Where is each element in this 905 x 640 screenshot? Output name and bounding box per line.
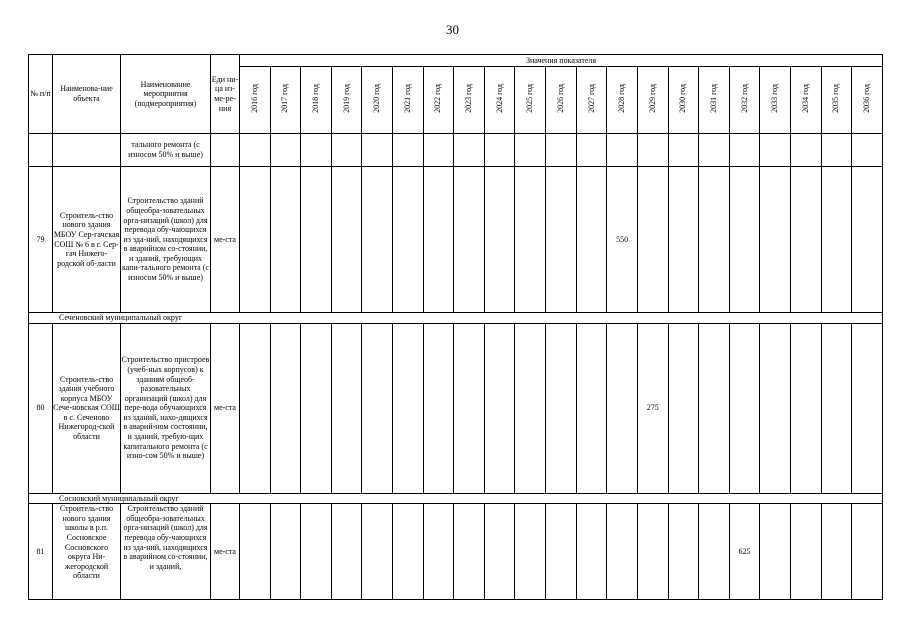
header-year-label: 2022 год bbox=[433, 84, 443, 114]
header-year bbox=[760, 67, 791, 134]
row-unit: ме-ста bbox=[211, 323, 240, 493]
value-cell bbox=[546, 167, 577, 313]
value-cell bbox=[668, 134, 699, 167]
value-cell bbox=[301, 134, 332, 167]
header-year-label: 2033 год bbox=[770, 84, 780, 114]
value-cell bbox=[484, 504, 515, 600]
value-cell bbox=[301, 323, 332, 493]
value-cell: 625 bbox=[729, 504, 760, 600]
value-cell bbox=[760, 167, 791, 313]
header-year-label: 2030 год bbox=[678, 84, 688, 114]
section-row bbox=[29, 313, 883, 324]
header-year bbox=[790, 67, 821, 134]
table-row bbox=[29, 167, 883, 313]
row-num: 79 bbox=[29, 167, 53, 313]
header-year bbox=[821, 67, 852, 134]
header-year-label: 2035 год bbox=[831, 84, 841, 114]
value-cell bbox=[729, 323, 760, 493]
header-year bbox=[240, 67, 271, 134]
value-cell bbox=[760, 134, 791, 167]
value-cell bbox=[546, 323, 577, 493]
header-year-label: 2016 год bbox=[249, 84, 259, 114]
value-cell bbox=[821, 134, 852, 167]
value-cell bbox=[423, 134, 454, 167]
value-cell: 275 bbox=[637, 323, 668, 493]
value-cell bbox=[270, 323, 301, 493]
value-cell bbox=[607, 323, 638, 493]
header-year bbox=[637, 67, 668, 134]
row-event: Строительство зданий общеобра-зовательных орга-низаций (школ) для перевода обу-чающихся из зда-ний, находящихся в аварийном со-стоянии, и зданий, требующих капи-тального ремонта (с износом 50% и выше) bbox=[121, 167, 211, 313]
value-cell bbox=[393, 134, 424, 167]
header-object: Наименова-ние объекта bbox=[53, 55, 121, 134]
row-unit: ме-ста bbox=[211, 167, 240, 313]
value-cell bbox=[576, 134, 607, 167]
value-cell bbox=[515, 323, 546, 493]
value-cell bbox=[760, 323, 791, 493]
row-object: Строитель-ство нового здания МБОУ Сер-гачская СОШ № 6 в г. Сер-гач Нижего-родской об-ласти bbox=[53, 167, 121, 313]
header-year bbox=[729, 67, 760, 134]
header-event: Наименование мероприятия (подмероприятия) bbox=[121, 55, 211, 134]
header-year bbox=[546, 67, 577, 134]
value-cell bbox=[546, 134, 577, 167]
header-year bbox=[423, 67, 454, 134]
value-cell bbox=[362, 323, 393, 493]
section-label: Сеченовский муниципальный округ bbox=[29, 313, 883, 324]
value-cell bbox=[484, 167, 515, 313]
header-year bbox=[301, 67, 332, 134]
header-year bbox=[331, 67, 362, 134]
value-cell bbox=[393, 323, 424, 493]
row-num: 80 bbox=[29, 323, 53, 493]
header-unit: Еди ни-ца из-ме-ре-ния bbox=[211, 55, 240, 134]
header-year-label: 2026 год bbox=[555, 84, 565, 114]
value-cell bbox=[637, 134, 668, 167]
header-year-label: 2031 год bbox=[708, 84, 718, 114]
header-year-label: 2029 год bbox=[647, 84, 657, 114]
value-cell bbox=[515, 504, 546, 600]
value-cell bbox=[852, 504, 883, 600]
value-cell bbox=[821, 504, 852, 600]
value-cell bbox=[576, 504, 607, 600]
row-event: Строительство пристроев (учеб-ных корпусов) к зданиям общеоб-разовательных организаций (школ) для пере-вода обучающихся из зданий, нахо-дящихся в аварий-ном состоянии, и зданий, требую-щих капитального ремонта (с изно-сом 50% и выше) bbox=[121, 323, 211, 493]
header-year bbox=[607, 67, 638, 134]
value-cell bbox=[607, 504, 638, 600]
value-cell bbox=[240, 323, 271, 493]
header-year-label: 2032 год bbox=[739, 84, 749, 114]
value-cell bbox=[454, 323, 485, 493]
value-cell bbox=[331, 323, 362, 493]
value-cell bbox=[270, 167, 301, 313]
value-cell bbox=[668, 167, 699, 313]
header-year bbox=[852, 67, 883, 134]
value-cell bbox=[362, 167, 393, 313]
value-cell bbox=[331, 504, 362, 600]
value-cell bbox=[270, 504, 301, 600]
value-cell bbox=[790, 134, 821, 167]
header-year-label: 2023 год bbox=[464, 84, 474, 114]
value-cell bbox=[454, 504, 485, 600]
row-object: Строитель-ство нового здания школы в р.п. Сосновское Сосновского округа Ни-жегородской области bbox=[53, 504, 121, 600]
header-year bbox=[362, 67, 393, 134]
row-object bbox=[53, 134, 121, 167]
value-cell bbox=[515, 167, 546, 313]
row-unit: ме-ста bbox=[211, 504, 240, 600]
header-year bbox=[699, 67, 730, 134]
value-cell bbox=[668, 504, 699, 600]
value-cell bbox=[576, 323, 607, 493]
table-row bbox=[29, 504, 883, 600]
header-values-group: Значения показателя bbox=[240, 55, 883, 67]
header-year-label: 2027 год bbox=[586, 84, 596, 114]
header-year-label: 2020 год bbox=[372, 84, 382, 114]
value-cell bbox=[729, 134, 760, 167]
header-year bbox=[515, 67, 546, 134]
table-row bbox=[29, 134, 883, 167]
value-cell bbox=[393, 504, 424, 600]
header-year bbox=[668, 67, 699, 134]
value-cell bbox=[240, 167, 271, 313]
section-label: Сосновский муниципальный округ bbox=[29, 493, 883, 504]
value-cell bbox=[270, 134, 301, 167]
value-cell bbox=[331, 134, 362, 167]
header-year-label: 2024 год bbox=[494, 84, 504, 114]
value-cell bbox=[790, 167, 821, 313]
value-cell bbox=[790, 504, 821, 600]
value-cell bbox=[760, 504, 791, 600]
value-cell bbox=[699, 134, 730, 167]
value-cell bbox=[454, 134, 485, 167]
value-cell bbox=[423, 167, 454, 313]
value-cell bbox=[423, 504, 454, 600]
row-num bbox=[29, 134, 53, 167]
value-cell bbox=[240, 504, 271, 600]
value-cell: 550 bbox=[607, 167, 638, 313]
value-cell bbox=[362, 504, 393, 600]
row-event: тального ремонта (с износом 50% и выше) bbox=[121, 134, 211, 167]
value-cell bbox=[637, 504, 668, 600]
row-num: 81 bbox=[29, 504, 53, 600]
header-year bbox=[270, 67, 301, 134]
value-cell bbox=[637, 167, 668, 313]
value-cell bbox=[240, 134, 271, 167]
section-row bbox=[29, 493, 883, 504]
page-number: 30 bbox=[446, 22, 459, 37]
value-cell bbox=[576, 167, 607, 313]
header-year bbox=[576, 67, 607, 134]
indicator-table bbox=[28, 54, 883, 600]
row-unit bbox=[211, 134, 240, 167]
value-cell bbox=[699, 167, 730, 313]
value-cell bbox=[301, 504, 332, 600]
value-cell bbox=[423, 323, 454, 493]
value-cell bbox=[852, 167, 883, 313]
value-cell bbox=[821, 323, 852, 493]
value-cell bbox=[668, 323, 699, 493]
header-year-label: 2019 год bbox=[341, 84, 351, 114]
value-cell bbox=[301, 167, 332, 313]
header-year bbox=[454, 67, 485, 134]
header-year bbox=[484, 67, 515, 134]
row-event: Строительство зданий общеобра-зовательных орга-низаций (школ) для перевода обу-чающихся из зда-ний, находящихся в аварийном со-стоянии, и зданий, bbox=[121, 504, 211, 600]
header-year-label: 2036 год bbox=[862, 84, 872, 114]
value-cell bbox=[454, 167, 485, 313]
value-cell bbox=[515, 134, 546, 167]
value-cell bbox=[852, 134, 883, 167]
value-cell bbox=[821, 167, 852, 313]
value-cell bbox=[699, 323, 730, 493]
header-year-label: 2025 год bbox=[525, 84, 535, 114]
value-cell bbox=[484, 134, 515, 167]
row-object: Строитель-ство здания учебного корпуса МБОУ Сече-новская СОШ в с. Сеченово Нижегород-ской области bbox=[53, 323, 121, 493]
value-cell bbox=[607, 134, 638, 167]
header-year-label: 2018 год bbox=[311, 84, 321, 114]
value-cell bbox=[699, 504, 730, 600]
header-year bbox=[393, 67, 424, 134]
value-cell bbox=[790, 323, 821, 493]
value-cell bbox=[729, 167, 760, 313]
value-cell bbox=[546, 504, 577, 600]
header-year-label: 2021 год bbox=[402, 84, 412, 114]
table-row bbox=[29, 323, 883, 493]
value-cell bbox=[852, 323, 883, 493]
header-year-label: 2017 год bbox=[280, 84, 290, 114]
header-year-label: 2028 год bbox=[617, 84, 627, 114]
value-cell bbox=[331, 167, 362, 313]
value-cell bbox=[484, 323, 515, 493]
header-num: № п/п bbox=[29, 55, 53, 134]
header-year-label: 2034 год bbox=[800, 84, 810, 114]
value-cell bbox=[362, 134, 393, 167]
value-cell bbox=[393, 167, 424, 313]
